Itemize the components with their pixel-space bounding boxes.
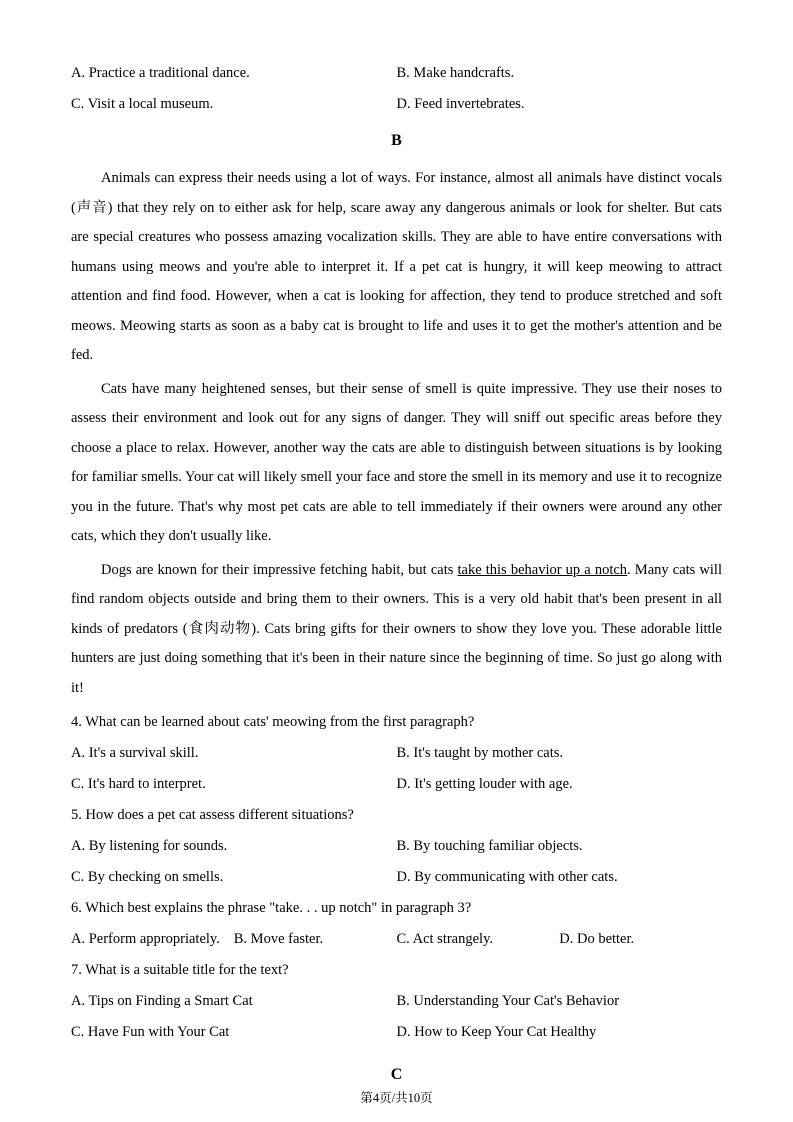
passage-paragraph-1: Animals can express their needs using a lot of ways. For instance, almost all animals have distinct vocals (声音) that they rely on to either ask for help, scare away any dangerous animals or look for shelter. But cats are special creatures who possess amazing vocalization skills. They are able to have entire conversations with humans using meows and you're able to interpret it. If a pet cat is hungry, it will keep meowing to attract attention and find food. However, when a cat is looking for affection, they tend to produce stretched and soft meows. Meowing starts as soon as a baby cat is brought to life and uses it to get the mother's attention and be fed. [71,170,722,363]
question-6-option-c: C. Act strangely. [396,931,494,947]
question-7-option-c: C. Have Fun with Your Cat [71,1024,230,1040]
section-b-heading: B [391,132,402,149]
page-footer: 第4页/共10页 [360,1091,433,1105]
paragraph-3-text-after: . Many cats will find random objects outside and bring them to their owners. This is a very old habit that's been present in all kinds of predators (食肉动物). Cats bring gifts for their owners to show they love you. These adorable little hunters are just doing something that it's been in their nature since the beginning of time. So just go along with it! [71,561,722,696]
question-7 [71,955,722,1048]
section-c-heading: C [390,1066,403,1083]
question-6 [71,893,722,955]
question-5-options-row-1 [71,831,722,862]
question-4-options-row-1 [71,738,722,769]
question-4 [71,707,722,800]
question-7-options-row-1 [71,986,722,1017]
question-4-option-c: C. It's hard to interpret. [71,776,206,792]
question-5-option-a: A. By listening for sounds. [71,838,228,854]
paragraph-3-text-before: Dogs are known for their impressive fetching habit, but cats [101,561,458,578]
question-7-option-d: D. How to Keep Your Cat Healthy [396,1024,597,1040]
question-7-option-b: B. Understanding Your Cat's Behavior [396,993,620,1009]
passage-paragraph-3 [71,556,722,704]
question-7-options-row-2 [71,1017,722,1048]
question-7-stem: 7. What is a suitable title for the text? [71,962,289,978]
question-6-option-a: A. Perform appropriately. [71,931,220,947]
question-4-option-a: A. It's a survival skill. [71,745,199,761]
question-6-stem: 6. Which best explains the phrase "take. . . up notch" in paragraph 3? [71,900,472,916]
question-4-options-row-2 [71,769,722,800]
question-4-stem: 4. What can be learned about cats' meowing from the first paragraph? [71,714,475,730]
question-5-option-b: B. By touching familiar objects. [396,838,583,854]
prev-option-b: B. Make handcrafts. [396,65,515,81]
prev-question-options-row-1 [71,58,722,89]
question-5-stem: 5. How does a pet cat assess different situations? [71,807,354,823]
prev-option-d: D. Feed invertebrates. [396,96,525,112]
passage-paragraph-2: Cats have many heightened senses, but their sense of smell is quite impressive. They use their noses to assess their environment and look out for any signs of danger. They will sniff out specific areas before they choose a place to relax. However, another way the cats are able to distinguish between situations is by looking for familiar smells. Your cat will likely smell your face and store the smell in its memory and use it to recognize you in the future. That's why most pet cats are able to tell immediately if their owners were around any other cats, which they don't usually like. [71,380,722,544]
question-7-option-a: A. Tips on Finding a Smart Cat [71,993,253,1009]
prev-question-options-row-2 [71,89,722,120]
paragraph-3-underlined-phrase: take this behavior up a notch [457,561,628,578]
question-5 [71,800,722,893]
prev-option-a: A. Practice a traditional dance. [71,65,250,81]
question-5-option-c: C. By checking on smells. [71,869,224,885]
prev-option-c: C. Visit a local museum. [71,96,214,112]
question-5-option-d: D. By communicating with other cats. [396,869,618,885]
question-4-option-d: D. It's getting louder with age. [396,776,573,792]
question-5-options-row-2 [71,862,722,893]
question-4-option-b: B. It's taught by mother cats. [396,745,564,761]
question-6-options-row [71,924,722,955]
question-6-option-d: D. Do better. [559,931,635,947]
question-6-option-b: B. Move faster. [233,931,324,947]
